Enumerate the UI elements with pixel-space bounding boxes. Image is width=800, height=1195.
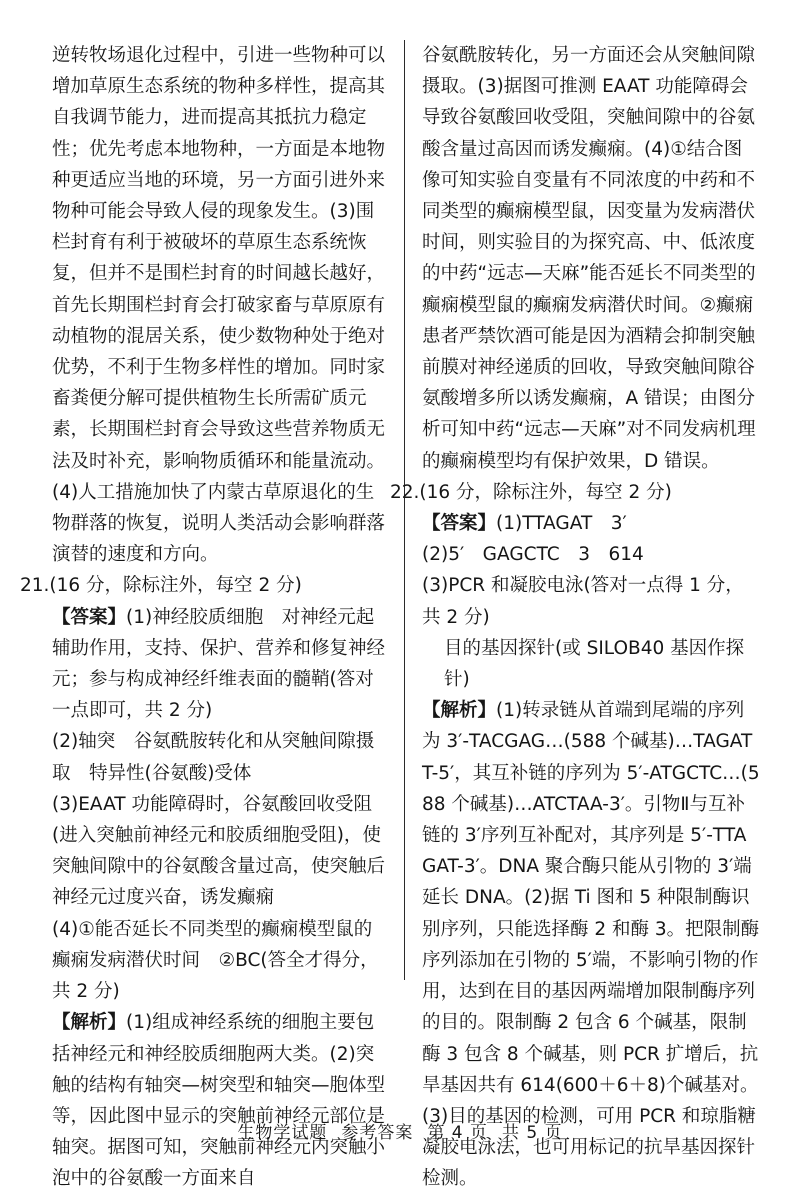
column-divider (404, 40, 405, 980)
q21-explanation (52, 1007, 390, 1194)
q21-answer-3: (3)EAAT 功能障碍时，谷氨酸回收受阻(进入突触前神经元和胶质细胞受阻)，使突触间隙中的谷氨酸含量过高，使突触后神经元过度兴奋，诱发癫痫 (52, 793, 386, 909)
q21-header: 21.(16 分，除标注外，每空 2 分) (20, 575, 302, 597)
explanation-tag: 【解析】 (52, 1012, 127, 1034)
footer-type: 参考答案 (341, 1123, 414, 1143)
q22-explanation-text: (1)转录链从首端到尾端的序列为 3′-TACGAG…(588 个碱基)…TAGATT-5′，其互补链的序列为 5′-ATGCTC…(588 个碱基)…ATCTAA-3′。引物Ⅱ与互补链的 3′序列互补配对，其序列是 5′-TTAGAT-3′。DNA 聚合酶只能从引物的 3′端延长 DNA。(2)据 Ti 图和 5 种限制酶识别序列，只能选择酶 2 和酶 3。把限制酶序列添加在引物的 5′端，不影响引物的作用，达到在目的基因两端增加限制酶序列的目的。限制酶 2 包含 6 个碱基，限制酶 3 包含 8 个碱基，则 PCR 扩增后，抗旱基因共有 614(600＋6＋8)个碱基对。(3)目的基因的检测，可用 PCR 和琼脂糖凝胶电泳法，也可用标记的抗旱基因探针检测。 (422, 700, 760, 1190)
q21-answer-1-text: (1)神经胶质细胞 对神经元起辅助作用，支持、保护、营养和修复神经元；参与构成神经纤维表面的髓鞘(答对一点即可，共 2 分) (52, 606, 386, 722)
footer-total: 共 5 页 (502, 1123, 563, 1143)
q22-answer-1 (422, 508, 760, 539)
q22-answer-3b: 目的基因探针(或 SILOB40 基因作探针) (444, 637, 745, 691)
q21-explanation-continued: 谷氨酰胺转化，另一方面还会从突触间隙摄取。(3)据图可推测 EAAT 功能障碍会导致谷氨酸回收受阻，突触间隙中的谷氨酸含量过高因而诱发癫痫。(4)①结合图像可知实验自变量有不同浓度的中药和不同类型的癫痫模型鼠，因变量为发病潜伏时间，则实验目的为探究高、中、低浓度的中药“远志—天麻”能否延长不同类型的癫痫模型鼠的癫痫发病潜伏时间。②癫痫患者严禁饮酒可能是因为酒精会抑制突触前膜对神经递质的回收，导致突触间隙谷氨酸增多所以诱发癫痫，A 错误；由图分析可知中药“远志—天麻”对不同发病机理的癫痫模型均有保护效果，D 错误。 (422, 45, 756, 472)
q21-answer-1 (52, 602, 390, 727)
q21-answer-4: (4)①能否延长不同类型的癫痫模型鼠的癫痫发病潜伏时间 ②BC(答全才得分，共 2 分) (52, 918, 379, 1003)
q22-answer-1-text: (1)TTAGAT 3′ (496, 513, 627, 535)
answer-tag: 【答案】 (422, 513, 497, 535)
footer-subject: 生物学试题 (237, 1123, 328, 1143)
q22-answer-2: (2)5′ GAGCTC 3 614 (422, 544, 644, 566)
q21-answer-2: (2)轴突 谷氨酰胺转化和从突触间隙摄取 特异性(谷氨酸)受体 (52, 731, 375, 784)
answer-tag: 【答案】 (52, 606, 127, 628)
q20-explanation-continued: 逆转牧场退化过程中，引进一些物种可以增加草原生态系统的物种多样性，提高其自我调节能力，进而提高其抵抗力稳定性；优先考虑本地物种，一方面是本地物种更适应当地的环境，另一方面引进外来物种可能会导致人侵的现象发生。(3)围栏封育有利于被破坏的草原生态系统恢复，但并不是围栏封育的时间越长越好，首先长期围栏封育会打破家畜与草原原有动植物的混居关系，使少数物种处于绝对优势，不利于生物多样性的增加。同时家畜粪便分解可提供植物生长所需矿质元素，长期围栏封育会导致这些营养物质无法及时补充，影响物质循环和能量流动。(4)人工措施加快了内蒙古草原退化的生物群落的恢复，说明人类活动会影响群落演替的速度和方向。 (52, 45, 386, 566)
explanation-tag: 【解析】 (422, 700, 497, 722)
footer-page: 第 4 页 (427, 1123, 488, 1143)
q22-answer-3: (3)PCR 和凝胶电泳(答对一点得 1 分，共 2 分) (422, 575, 744, 628)
q21-explanation-text: (1)组成神经系统的细胞主要包括神经元和神经胶质细胞两大类。(2)突触的结构有轴突—树突型和轴突—胞体型等，因此图中显示的突触前神经元部位是轴突。据图可知，突触前神经元内突触小泡中的谷氨酸一方面来自 (52, 1012, 386, 1190)
left-column (20, 40, 390, 1195)
right-column (390, 40, 760, 1195)
q22-header: 22.(16 分，除标注外，每空 2 分) (390, 481, 672, 503)
page-footer (0, 1118, 800, 1143)
